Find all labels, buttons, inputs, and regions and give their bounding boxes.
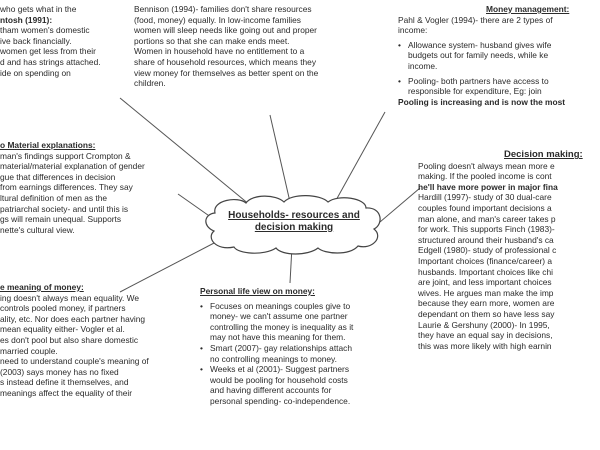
note-line: because they earn more, women are	[418, 298, 555, 309]
note-line: portions so that she can make ends meet.	[134, 35, 290, 46]
note-line: (2003) says money has no fixed	[0, 366, 119, 377]
note-line: Important choices (finance/career) a	[418, 255, 553, 266]
note-line: Pahl & Vogler (1994)- there are 2 types of	[398, 14, 553, 25]
connector-line	[270, 115, 290, 202]
note-line: • Focuses on meanings couples give to	[200, 301, 353, 312]
note-line: from earnings differences. They say	[0, 182, 133, 193]
note-line: they have an equal say in decisions,	[418, 330, 553, 341]
central-topic	[206, 200, 382, 246]
note-line: women will sleep needs like going out and proper	[134, 25, 317, 36]
note-line: Edgell (1980)- study of professional c	[418, 245, 557, 256]
note-line: ntosh (1991):	[0, 14, 53, 25]
note-line: ing doesn't always mean equality. We	[0, 292, 140, 303]
note-line: man's findings support Crompton &	[0, 150, 131, 161]
note-line: money- we can't assume one partner	[210, 311, 348, 322]
note-line: • Weeks et al (2001)- Suggest partners	[200, 364, 353, 375]
note-line: gs will remain unequal. Supports	[0, 214, 122, 225]
note-line: (food, money) equally. In low-income families	[134, 14, 301, 25]
note-line: wives. He argues man make the imp	[418, 287, 554, 298]
connector-line	[335, 112, 385, 202]
note-line: Women in household have no entitlement to a	[134, 46, 305, 57]
note-line: • Pooling- both partners have access to	[398, 76, 569, 87]
note-line: es don't pool but also share domestic	[0, 334, 139, 345]
central-topic-line: decision making	[254, 222, 334, 233]
note-line: may not have this meaning for them.	[210, 332, 346, 343]
note-line: view money for themselves as better spent on the	[134, 67, 319, 78]
note-line: couples found important decisions a	[418, 202, 552, 213]
note-line: patriarchal society- and until this is	[0, 203, 129, 214]
section-heading: Personal life view on money:	[200, 286, 315, 296]
bottom-left-notes	[0, 282, 149, 399]
section-heading: Money management:	[486, 4, 570, 14]
section-heading: Decision making:	[504, 149, 583, 160]
top-centre-notes	[134, 4, 318, 89]
note-line: this was more likely with high earnin	[418, 340, 552, 351]
note-line: responsible for expenditure, Eg: join	[408, 86, 542, 97]
note-line: for work. This supports Finch (1983)-	[418, 224, 555, 235]
bottom-centre-notes	[200, 286, 353, 407]
note-line: who gets what in the	[0, 4, 77, 14]
mid-left-notes	[0, 140, 145, 235]
note-line: Pooling is increasing and is now the most	[398, 96, 566, 107]
note-line: income:	[398, 25, 428, 36]
note-line: man alone, and man's career takes p	[418, 213, 556, 224]
note-line: ive back financially.	[0, 35, 72, 46]
note-line: Laurie & Gershuny (2000)- In 1995,	[418, 319, 550, 330]
note-line: would be pooling for household costs	[210, 374, 348, 385]
mid-right-notes	[418, 150, 583, 351]
note-line: controlling the money is inequality as it	[210, 321, 354, 332]
note-line: children.	[134, 78, 166, 89]
note-line: Pooling doesn't always mean more e	[418, 160, 555, 171]
note-line: material/material explanation of gender	[0, 161, 145, 172]
note-line: tham women's domestic	[0, 25, 90, 36]
note-line: making. If the pooled income is cont	[418, 171, 552, 182]
section-heading: e meaning of money:	[0, 282, 84, 292]
note-line: Hardill (1997)- study of 30 dual-care	[418, 192, 552, 203]
note-line: and having different accounts for	[210, 385, 332, 396]
note-line: d and has strings attached.	[0, 56, 101, 67]
note-line: meanings affect the equality of their	[0, 387, 133, 398]
note-line: ltural definition of men as the	[0, 192, 108, 203]
note-line: dependant on them so have less say	[418, 308, 555, 319]
note-line: no controlling meanings to money.	[210, 353, 337, 364]
connector-line	[380, 188, 420, 222]
note-line: are joint, and less important choices	[418, 277, 552, 288]
note-line: personal spending- co-independence.	[210, 395, 351, 406]
note-line: he'll have more power in major fina	[418, 181, 558, 192]
note-line: need to understand couple's meaning of	[0, 356, 149, 367]
note-line: mean equality either- Vogler et al.	[0, 324, 125, 335]
note-line: income.	[408, 60, 438, 71]
note-line: • Smart (2007)- gay relationships attach	[200, 343, 353, 354]
note-line: married couple.	[0, 345, 58, 356]
top-left-notes	[0, 4, 101, 78]
note-line: women get less from their	[0, 46, 96, 57]
note-line: husbands. Important choices like chi	[418, 266, 554, 277]
note-line: structured around their husband's ca	[418, 234, 554, 245]
note-line: Bennison (1994)- families don't share resources	[134, 4, 312, 14]
note-line: ality, etc. Nor does each partner having	[0, 313, 146, 324]
central-topic-line: Households- resources and	[228, 210, 360, 221]
note-line: s instead define it themselves, and	[0, 377, 129, 388]
section-heading: o Material explanations:	[0, 140, 96, 150]
note-line: nette's cultural view.	[0, 224, 75, 235]
note-line: controls pooled money, if partners	[0, 303, 126, 314]
note-line: share of household resources, which means they	[134, 56, 317, 67]
note-line: gue that differences in decision	[0, 171, 116, 182]
note-line: ide on spending on	[0, 67, 71, 78]
note-line: • Allowance system- husband gives wife	[398, 40, 569, 51]
note-line: budgets out for family needs, while ke	[408, 50, 549, 61]
top-right-notes	[398, 4, 569, 107]
